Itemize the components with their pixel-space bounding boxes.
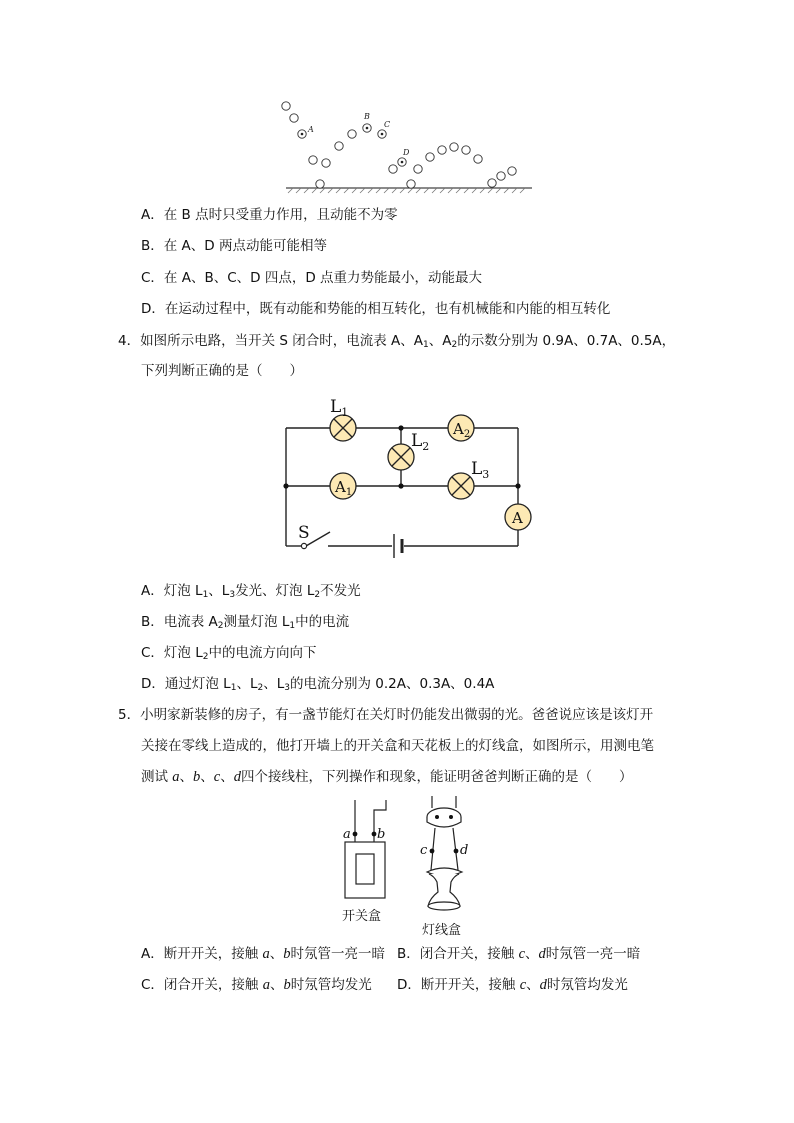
point-label-d: D [403, 148, 410, 157]
terminal-c-label: c [420, 843, 428, 858]
q5-option-b: B．闭合开关，接触 c、d时氖管一亮一暗 [397, 946, 641, 962]
point-label-c: C [384, 120, 391, 129]
q3-option-a: A．在 B 点时只受重力作用，且动能不为零 [141, 207, 398, 223]
ammeter-a-label: A [512, 509, 523, 527]
lamp-l3-label: L [471, 459, 483, 479]
terminal-a-label: a [343, 827, 351, 842]
switch-box-caption: 开关盒 [342, 909, 382, 924]
q5-stem-line1: 5．小明家新装修的房子，有一盏节能灯在关灯时仍能发出微弱的光。爸爸说应该是该灯开 [118, 707, 654, 723]
terminal-b-label: b [377, 827, 386, 842]
q5-stem-line2: 关接在零线上造成的，他打开墙上的开关盒和天花板上的灯线盒，如图所示，用测电笔 [141, 738, 654, 754]
svg-text:A2: $A_2$ [453, 420, 471, 440]
q3-option-d: D．在运动过程中，既有动能和势能的相互转化，也有机械能和内能的相互转化 [141, 301, 611, 317]
switch-s-label: S [298, 523, 310, 543]
q5-stem-line3: 测试 a、b、c、d四个接线柱，下列操作和现象，能证明爸爸判断正确的是（ ） [141, 769, 633, 785]
q4-option-a: A．灯泡 $L_1$、$L_3$发光、灯泡 $L_2$不发光 [141, 583, 361, 600]
q5-option-c: C．闭合开关，接触 a、b时氖管均发光 [141, 977, 372, 993]
svg-text:L3: $L_3$ [471, 459, 490, 481]
q4-option-d: D．通过灯泡 $L_1$、$L_2$、$L_3$的电流分别为 0.2A、0.3A、0.4A [141, 676, 495, 693]
point-label-b: B [364, 112, 370, 121]
svg-text:A1: $A_1$ [335, 478, 353, 498]
point-label-a: A [308, 125, 314, 134]
bouncing-ball-figure [280, 96, 540, 196]
question-number: 4． [118, 333, 141, 349]
q4-option-b: B．电流表 $A_2$测量灯泡 $L_1$中的电流 [141, 614, 350, 631]
q4-stem-line1: 4．如图所示电路，当开关 S 闭合时，电流表 A、$A_1$、$A_2$的示数分别为 0.9A、0.7A、0.5A， [118, 333, 676, 350]
svg-text:L2: $L_2$ [411, 431, 430, 453]
q3-option-b: B．在 A、D 两点动能可能相等 [141, 238, 327, 254]
q4-option-c: C．灯泡 $L_2$中的电流方向向下 [141, 645, 317, 662]
lamp-box-caption: 灯线盒 [422, 923, 462, 938]
lamp-l1-label: L [330, 398, 342, 417]
q5-option-d: D．断开开关，接触 c、d时氖管均发光 [397, 977, 628, 993]
q3-option-c: C．在 A、B、C、D 四点，D 点重力势能最小，动能最大 [141, 270, 483, 286]
q4-circuit-diagram [278, 398, 538, 566]
q4-stem-line2: 下列判断正确的是（ ） [141, 363, 303, 379]
q5-switch-and-lamp-box-figure [334, 796, 494, 938]
ammeter-a2-label: A [453, 420, 464, 438]
question-number: 5． [118, 707, 141, 723]
lamp-l2-label: L [411, 431, 423, 451]
svg-text:L1: $L_1$ [330, 398, 349, 419]
q5-option-a: A．断开开关，接触 a、b时氖管一亮一暗 [141, 946, 386, 962]
terminal-d-label: d [460, 843, 469, 858]
ammeter-a1-label: A [335, 478, 346, 496]
